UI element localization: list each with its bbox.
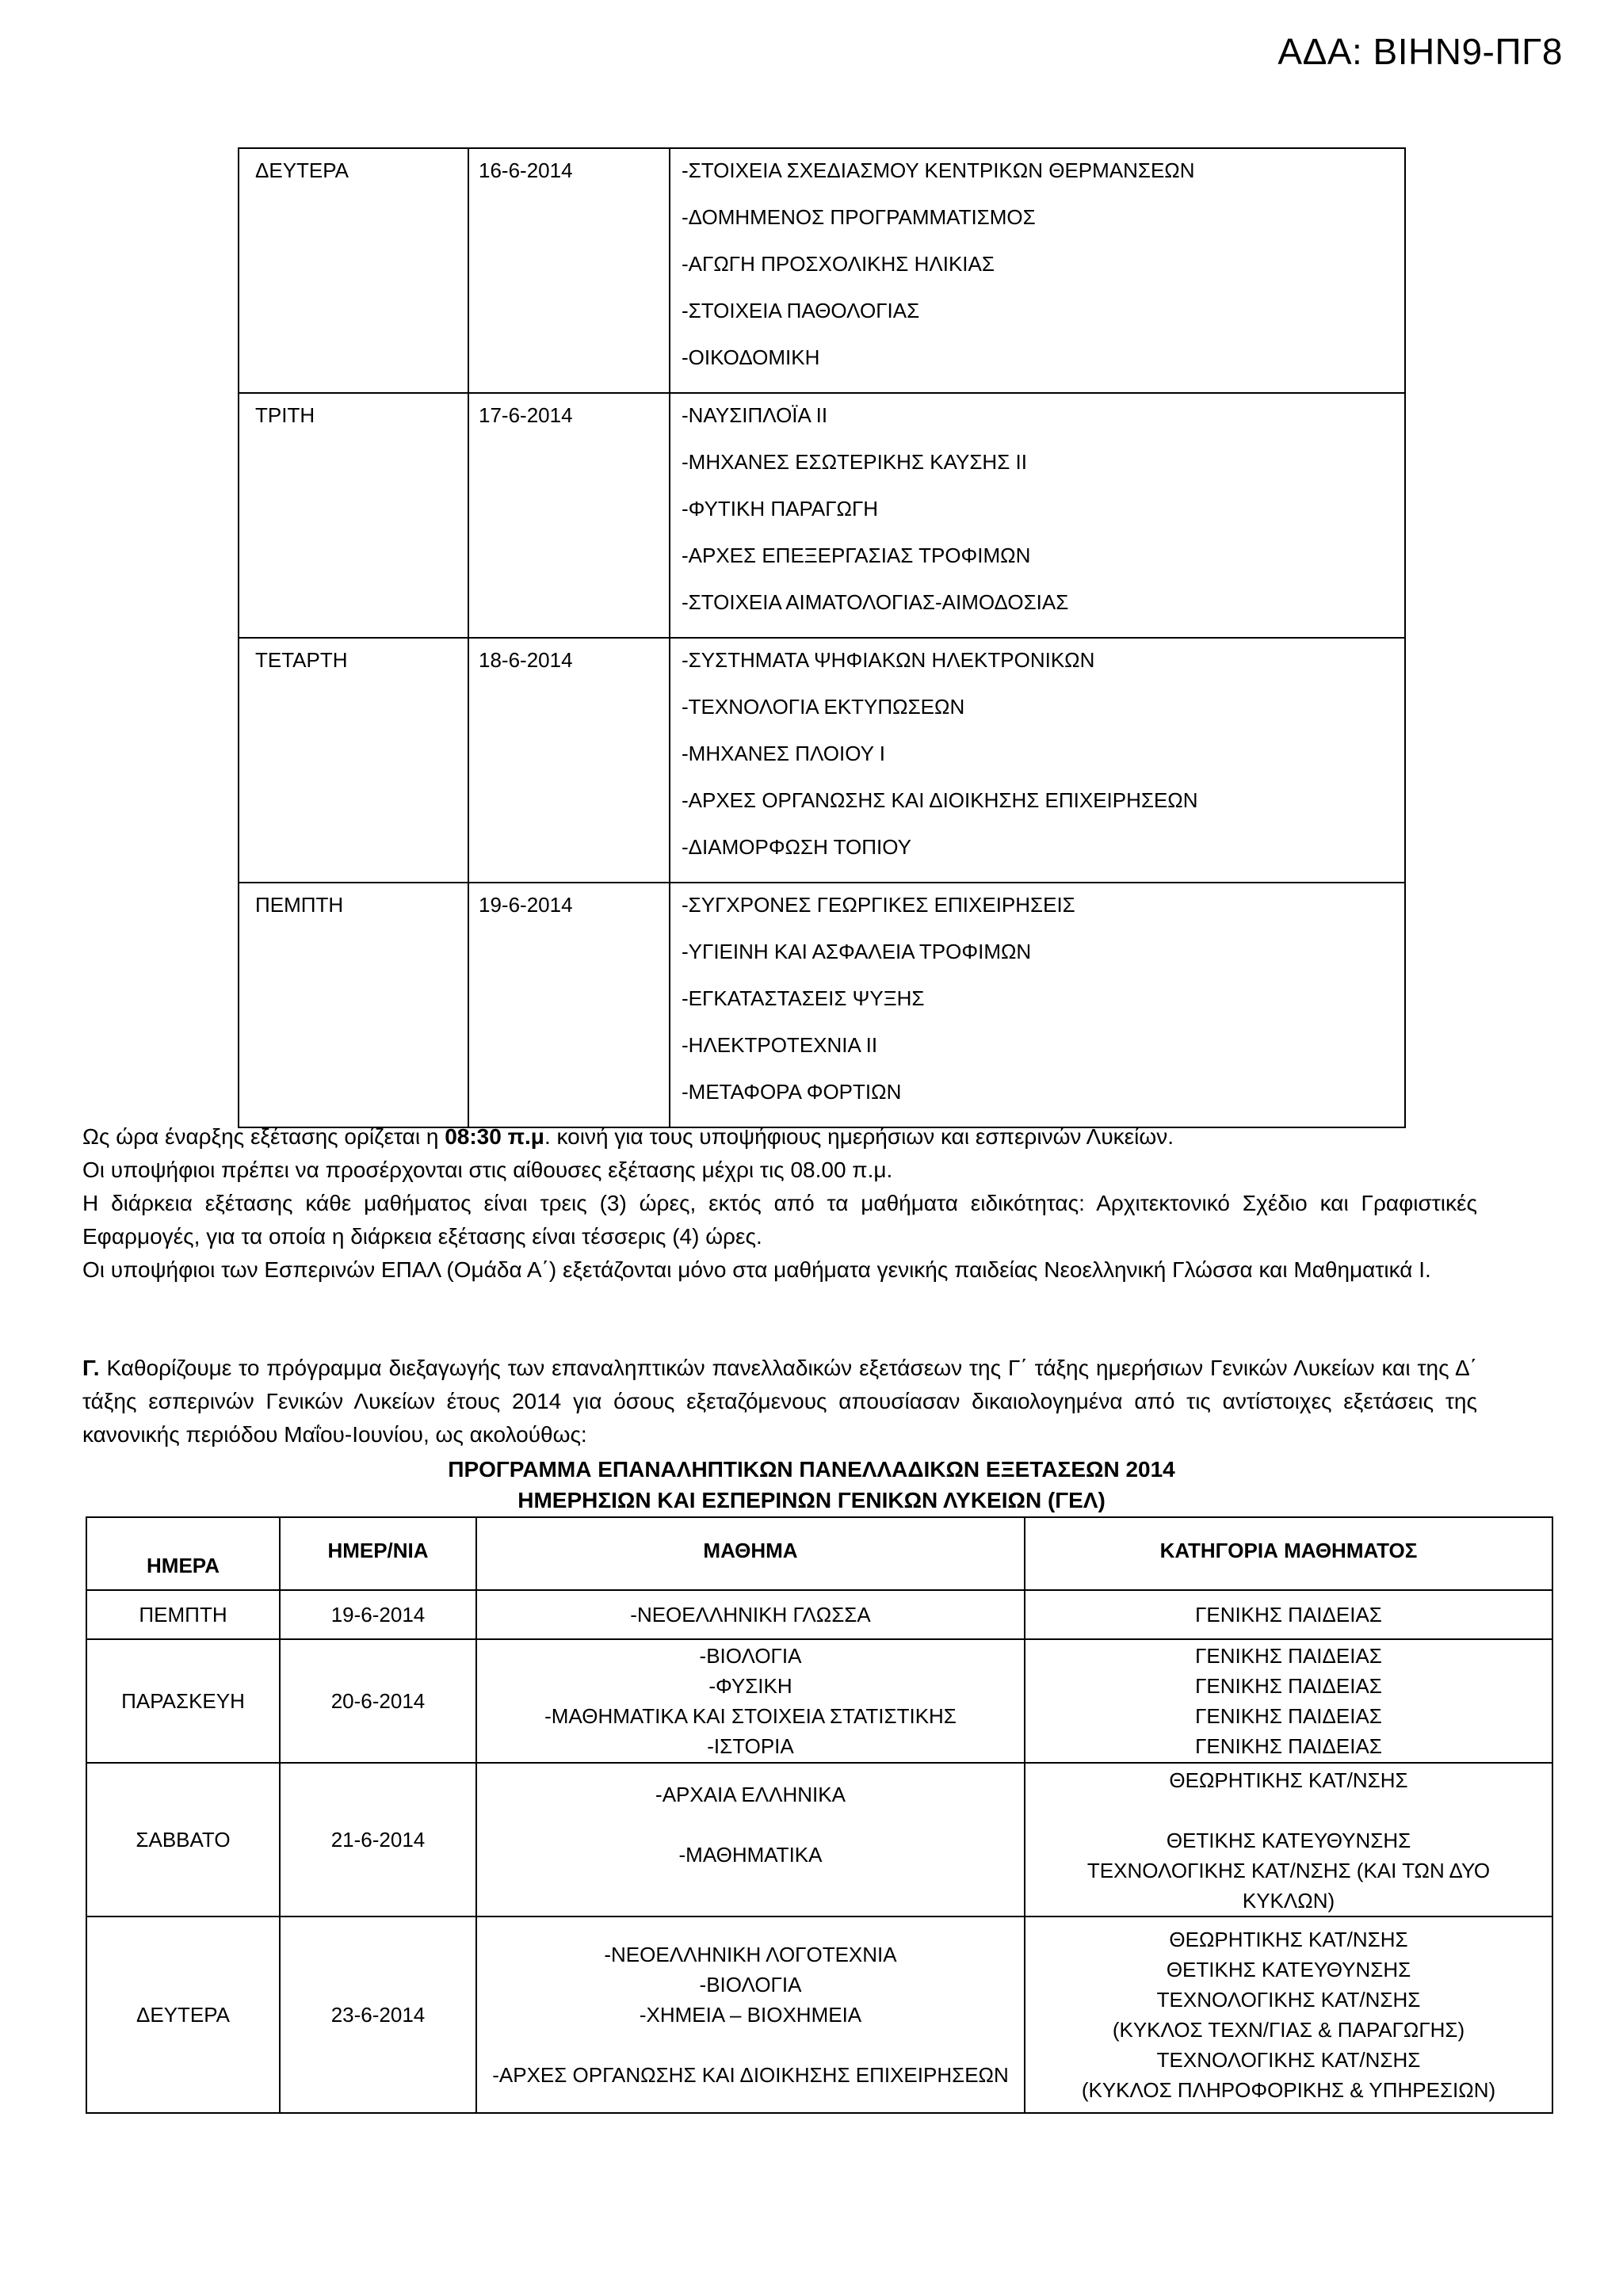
subject-item: -ΜΗΧΑΝΕΣ ΠΛΟΙΟΥ Ι	[682, 742, 885, 765]
header-category: ΚΑΤΗΓΟΡΙΑ ΜΑΘΗΜΑΤΟΣ	[1025, 1517, 1552, 1590]
subject-cell	[476, 1639, 1025, 1763]
category-item: ΤΕΧΝΟΛΟΓΙΚΗΣ ΚΑΤ/ΝΣΗΣ	[1156, 2048, 1421, 2072]
date-cell: 16-6-2014	[468, 148, 670, 393]
subject-item: -ΦΥΤΙΚΗ ΠΑΡΑΓΩΓΗ	[682, 497, 879, 521]
day-cell: ΠΕΜΠΤΗ	[239, 883, 468, 1127]
category-item: ΤΕΧΝΟΛΟΓΙΚΗΣ ΚΑΤ/ΝΣΗΣ	[1156, 1988, 1421, 2012]
category-item: ΓΕΝΙΚΗΣ ΠΑΙΔΕΙΑΣ	[1195, 1734, 1382, 1758]
subject-item: -ΣΥΓΧΡΟΝΕΣ ΓΕΩΡΓΙΚΕΣ ΕΠΙΧΕΙΡΗΣΕΙΣ	[682, 893, 1075, 917]
subject-item: -ΤΕΧΝΟΛΟΓΙΑ ΕΚΤΥΠΩΣΕΩΝ	[682, 695, 965, 719]
subject-cell	[476, 1590, 1025, 1639]
category-item: ΘΕΩΡΗΤΙΚΗΣ ΚΑΤ/ΝΣΗΣ	[1169, 1928, 1408, 1951]
subject-item: -ΣΤΟΙΧΕΙΑ ΣΧΕΔΙΑΣΜΟΥ ΚΕΝΤΡΙΚΩΝ ΘΕΡΜΑΝΣΕΩΝ	[682, 158, 1195, 182]
table-row	[86, 1763, 1552, 1917]
subject-item: -ΔΟΜΗΜΕΝΟΣ ΠΡΟΓΡΑΜΜΑΤΙΣΜΟΣ	[682, 205, 1036, 229]
subject-item: -ΜΕΤΑΦΟΡΑ ΦΟΡΤΙΩΝ	[682, 1080, 902, 1104]
category-item: ΓΕΝΙΚΗΣ ΠΑΙΔΕΙΑΣ	[1195, 1674, 1382, 1698]
subject-item: -ΑΡΧΕΣ ΕΠΕΞΕΡΓΑΣΙΑΣ ΤΡΟΦΙΜΩΝ	[682, 543, 1031, 567]
note-arrival-time: Οι υποψήφιοι πρέπει να προσέρχονται στις αίθουσες εξέτασης μέχρι τις 08.00 π.μ.	[82, 1158, 893, 1182]
table-header-row	[86, 1517, 1552, 1590]
subject-item: -ΟΙΚΟΔΟΜΙΚΗ	[682, 345, 820, 369]
day-cell: ΔΕΥΤΕΡΑ	[86, 1917, 280, 2113]
table-row	[239, 393, 1405, 638]
category-cell	[1025, 1917, 1552, 2113]
subjects-cell	[670, 148, 1405, 393]
subject-item: -ΑΓΩΓΗ ΠΡΟΣΧΟΛΙΚΗΣ ΗΛΙΚΙΑΣ	[682, 252, 995, 276]
category-item: ΘΕΤΙΚΗΣ ΚΑΤΕΥΘΥΝΣΗΣ	[1166, 1958, 1411, 1981]
category-cell	[1025, 1639, 1552, 1763]
subject-item: -ΑΡΧΕΣ ΟΡΓΑΝΩΣΗΣ ΚΑΙ ΔΙΟΙΚΗΣΗΣ ΕΠΙΧΕΙΡΗΣΕΩΝ	[682, 788, 1198, 812]
category-item: ΓΕΝΙΚΗΣ ΠΑΙΔΕΙΑΣ	[1195, 1644, 1382, 1668]
section-g-label: Γ.	[82, 1356, 100, 1380]
subject-item: -ΔΙΑΜΟΡΦΩΣΗ ΤΟΠΙΟΥ	[682, 835, 911, 859]
subject-item: -ΕΓΚΑΤΑΣΤΑΣΕΙΣ ΨΥΞΗΣ	[682, 986, 925, 1010]
subject-item: -ΙΣΤΟΡΙΑ	[707, 1734, 794, 1758]
subject-item: -ΜΑΘΗΜΑΤΙΚΑ	[678, 1843, 823, 1867]
date-cell: 19-6-2014	[280, 1590, 476, 1639]
day-cell: ΤΕΤΑΡΤΗ	[239, 638, 468, 883]
subjects-cell	[670, 883, 1405, 1127]
subjects-cell	[670, 638, 1405, 883]
exam-notes	[82, 1120, 1477, 1287]
document-ada-code: ΑΔΑ: ΒΙΗΝ9-ΠΓ8	[1277, 31, 1563, 72]
subject-item: -ΝΑΥΣΙΠΛΟΪΑ ΙΙ	[682, 403, 828, 427]
table-row	[86, 1590, 1552, 1639]
subject-item: -ΝΕΟΕΛΛΗΝΙΚΗ ΓΛΩΣΣΑ	[630, 1603, 871, 1627]
specialty-schedule-table	[238, 147, 1406, 1128]
subject-item: -ΗΛΕΚΤΡΟΤΕΧΝΙΑ ΙΙ	[682, 1033, 878, 1057]
category-cell	[1025, 1763, 1552, 1917]
note-evening-candidates: Οι υποψήφιοι των Εσπερινών ΕΠΑΛ (Ομάδα Α΄) εξετάζονται μόνο στα μαθήματα γενικής παιδείας Νεοελληνική Γλώσσα και Μαθηματικά Ι.	[82, 1257, 1431, 1282]
header-date: ΗΜΕΡ/ΝΙΑ	[280, 1517, 476, 1590]
subject-item: -ΑΡΧΕΣ ΟΡΓΑΝΩΣΗΣ ΚΑΙ ΔΙΟΙΚΗΣΗΣ ΕΠΙΧΕΙΡΗΣΕΩΝ	[492, 2063, 1009, 2087]
subject-item: -ΣΤΟΙΧΕΙΑ ΠΑΘΟΛΟΓΙΑΣ	[682, 299, 920, 322]
subject-item: -ΒΙΟΛΟΓΙΑ	[699, 1973, 802, 1997]
date-cell: 21-6-2014	[280, 1763, 476, 1917]
day-cell: ΔΕΥΤΕΡΑ	[239, 148, 468, 393]
category-item: (ΚΥΚΛΟΣ ΤΕΧΝ/ΓΙΑΣ & ΠΑΡΑΓΩΓΗΣ)	[1112, 2018, 1465, 2042]
table-row	[86, 1917, 1552, 2113]
table-row	[86, 1639, 1552, 1763]
header-subject: ΜΑΘΗΜΑ	[476, 1517, 1025, 1590]
category-cell	[1025, 1590, 1552, 1639]
category-item: ΘΕΩΡΗΤΙΚΗΣ ΚΑΤ/ΝΣΗΣ	[1169, 1768, 1408, 1792]
header-day: ΗΜΕΡΑ	[86, 1517, 280, 1590]
table-row	[239, 638, 1405, 883]
subject-cell	[476, 1763, 1025, 1917]
subject-cell	[476, 1917, 1025, 2113]
category-item: ΓΕΝΙΚΗΣ ΠΑΙΔΕΙΑΣ	[1195, 1704, 1382, 1728]
day-cell: ΤΡΙΤΗ	[239, 393, 468, 638]
subject-item: -ΣΥΣΤΗΜΑΤΑ ΨΗΦΙΑΚΩΝ ΗΛΕΚΤΡΟΝΙΚΩΝ	[682, 648, 1095, 672]
subject-item: -ΥΓΙΕΙΝΗ ΚΑΙ ΑΣΦΑΛΕΙΑ ΤΡΟΦΙΜΩΝ	[682, 940, 1032, 963]
subject-item: -ΜΑΘΗΜΑΤΙΚΑ ΚΑΙ ΣΤΟΙΧΕΙΑ ΣΤΑΤΙΣΤΙΚΗΣ	[544, 1704, 957, 1728]
subject-item: -ΜΗΧΑΝΕΣ ΕΣΩΤΕΡΙΚΗΣ ΚΑΥΣΗΣ ΙΙ	[682, 450, 1027, 474]
program-title-line1: ΠΡΟΓΡΑΜΜΑ ΕΠΑΝΑΛΗΠΤΙΚΩΝ ΠΑΝΕΛΛΑΔΙΚΩΝ ΕΞΕΤΑΣΕΩΝ 2014	[448, 1457, 1175, 1482]
day-cell: ΣΑΒΒΑΤΟ	[86, 1763, 280, 1917]
repeat-exam-program-table	[86, 1516, 1553, 2114]
date-cell: 19-6-2014	[468, 883, 670, 1127]
category-item: ΓΕΝΙΚΗΣ ΠΑΙΔΕΙΑΣ	[1195, 1603, 1382, 1627]
subject-item: -ΑΡΧΑΙΑ ΕΛΛΗΝΙΚΑ	[655, 1783, 846, 1806]
date-cell: 20-6-2014	[280, 1639, 476, 1763]
table-row	[239, 148, 1405, 393]
note-duration: Η διάρκεια εξέτασης κάθε μαθήματος είναι τρεις (3) ώρες, εκτός από τα μαθήματα ειδικότητας: Αρχιτεκτονικό Σχέδιο και Γραφιστικές Εφαρμογές, για τα οποία η διάρκεια εξέτασης είναι τέσσερις (4) ώρες.	[82, 1191, 1477, 1249]
section-g-paragraph	[82, 1352, 1477, 1451]
subjects-cell	[670, 393, 1405, 638]
subject-item: -ΝΕΟΕΛΛΗΝΙΚΗ ΛΟΓΟΤΕΧΝΙΑ	[604, 1943, 897, 1966]
category-item: ΤΕΧΝΟΛΟΓΙΚΗΣ ΚΑΤ/ΝΣΗΣ (ΚΑΙ ΤΩΝ ΔΥΟ	[1086, 1859, 1491, 1882]
subject-item: -ΦΥΣΙΚΗ	[708, 1674, 792, 1698]
subject-item: -ΧΗΜΕΙΑ – ΒΙΟΧΗΜΕΙΑ	[639, 2003, 862, 2027]
category-item: ΚΥΚΛΩΝ)	[1242, 1889, 1335, 1913]
subject-item: -ΒΙΟΛΟΓΙΑ	[699, 1644, 802, 1668]
category-item: ΘΕΤΙΚΗΣ ΚΑΤΕΥΘΥΝΣΗΣ	[1166, 1829, 1411, 1852]
note-start-time: Ως ώρα έναρξης εξέτασης ορίζεται η 08:30 π.μ. κοινή για τους υποψήφιους ημερήσιων και εσπερινών Λυκείων.	[82, 1124, 1174, 1149]
table-row	[239, 883, 1405, 1127]
day-cell: ΠΕΜΠΤΗ	[86, 1590, 280, 1639]
day-cell: ΠΑΡΑΣΚΕΥΗ	[86, 1639, 280, 1763]
program-title-line2: ΗΜΕΡΗΣΙΩΝ ΚΑΙ ΕΣΠΕΡΙΝΩΝ ΓΕΝΙΚΩΝ ΛΥΚΕΙΩΝ (ΓΕΛ)	[517, 1488, 1106, 1512]
category-item: (ΚΥΚΛΟΣ ΠΛΗΡΟΦΟΡΙΚΗΣ & ΥΠΗΡΕΣΙΩΝ)	[1081, 2078, 1496, 2102]
date-cell: 23-6-2014	[280, 1917, 476, 2113]
subject-item: -ΣΤΟΙΧΕΙΑ ΑΙΜΑΤΟΛΟΓΙΑΣ-ΑΙΜΟΔΟΣΙΑΣ	[682, 590, 1069, 614]
section-g-text: Καθορίζουμε το πρόγραμμα διεξαγωγής των επαναληπτικών πανελλαδικών εξετάσεων της Γ΄ τάξης ημερήσιων Γενικών Λυκείων και της Δ΄ τάξης εσπερινών Γενικών Λυκείων έτους 2014 για όσους εξεταζόμενους απουσίασαν δικαιολογημένα από τις αντίστοιχες εξετάσεις της κανονικής περιόδου Μαΐου-Ιουνίου, ως ακολούθως:	[82, 1356, 1477, 1447]
date-cell: 17-6-2014	[468, 393, 670, 638]
date-cell: 18-6-2014	[468, 638, 670, 883]
